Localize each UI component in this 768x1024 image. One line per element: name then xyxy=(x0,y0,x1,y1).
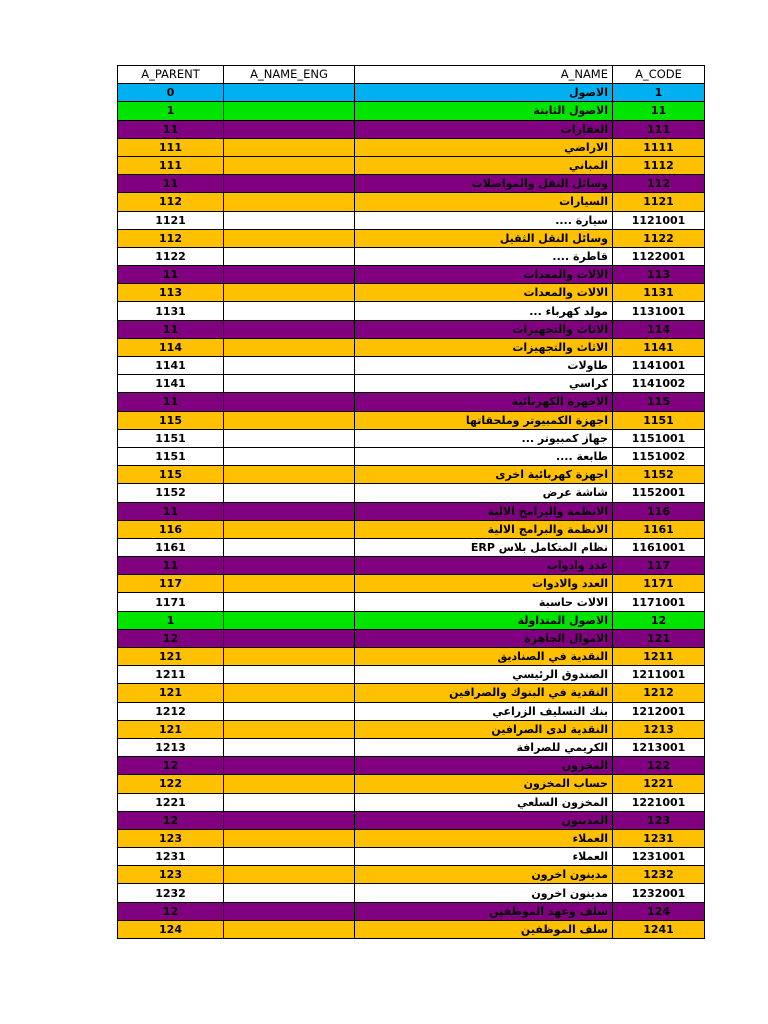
cell-a-name-eng[interactable] xyxy=(224,757,355,775)
cell-a-parent[interactable]: 121 xyxy=(118,648,224,666)
table-row xyxy=(118,611,705,629)
table-row xyxy=(118,429,705,447)
cell-a-name-eng[interactable] xyxy=(224,393,355,411)
cell-a-name[interactable]: الكريمي للصرافة xyxy=(355,738,613,756)
table-row xyxy=(118,84,705,102)
cell-a-name[interactable]: المدينون xyxy=(355,811,613,829)
cell-a-name[interactable]: النقدية في الصناديق xyxy=(355,648,613,666)
cell-a-name-eng[interactable] xyxy=(224,84,355,102)
cell-a-parent[interactable]: 11 xyxy=(118,120,224,138)
table-row xyxy=(118,666,705,684)
cell-a-parent[interactable]: 121 xyxy=(118,684,224,702)
cell-a-parent[interactable]: 12 xyxy=(118,757,224,775)
cell-a-name[interactable]: النقدية في البنوك والصرافين xyxy=(355,684,613,702)
cell-a-code[interactable]: 1213001 xyxy=(613,738,705,756)
cell-a-parent[interactable]: 1121 xyxy=(118,211,224,229)
cell-a-name[interactable]: الاصول الثابتة xyxy=(355,102,613,120)
cell-a-parent[interactable]: 115 xyxy=(118,411,224,429)
cell-a-name-eng[interactable] xyxy=(224,175,355,193)
header-a-parent[interactable]: A_PARENT xyxy=(118,66,224,84)
cell-a-code[interactable]: 11 xyxy=(613,102,705,120)
cell-a-name-eng[interactable] xyxy=(224,284,355,302)
table-row xyxy=(118,266,705,284)
cell-a-parent[interactable]: 12 xyxy=(118,811,224,829)
cell-a-parent[interactable]: 1221 xyxy=(118,793,224,811)
cell-a-name-eng[interactable] xyxy=(224,156,355,174)
table-row xyxy=(118,156,705,174)
cell-a-name-eng[interactable] xyxy=(224,848,355,866)
cell-a-parent[interactable]: 112 xyxy=(118,193,224,211)
table-row xyxy=(118,466,705,484)
header-row xyxy=(118,66,705,84)
cell-a-name[interactable]: نظام المتكامل بلاس ERP xyxy=(355,538,613,556)
cell-a-parent[interactable]: 113 xyxy=(118,284,224,302)
table-row xyxy=(118,720,705,738)
cell-a-name-eng[interactable] xyxy=(224,447,355,465)
cell-a-name-eng[interactable] xyxy=(224,375,355,393)
cell-a-name[interactable]: السيارات xyxy=(355,193,613,211)
cell-a-name[interactable]: مدينون اخرون xyxy=(355,884,613,902)
cell-a-name[interactable]: المخزون السلعي xyxy=(355,793,613,811)
cell-a-code[interactable]: 1152001 xyxy=(613,484,705,502)
cell-a-code[interactable]: 121 xyxy=(613,629,705,647)
cell-a-name[interactable]: الانظمة والبرامج الالية xyxy=(355,502,613,520)
cell-a-parent[interactable]: 11 xyxy=(118,175,224,193)
table-row xyxy=(118,575,705,593)
cell-a-code[interactable]: 1211 xyxy=(613,648,705,666)
cell-a-name[interactable]: اجهزة الكمبيوتر وملحقاتها xyxy=(355,411,613,429)
table-row xyxy=(118,884,705,902)
cell-a-code[interactable]: 1231001 xyxy=(613,848,705,866)
cell-a-name[interactable]: وسائل النقل والمواصلات xyxy=(355,175,613,193)
cell-a-parent[interactable]: 116 xyxy=(118,520,224,538)
cell-a-parent[interactable]: 112 xyxy=(118,229,224,247)
table-row xyxy=(118,102,705,120)
cell-a-code[interactable]: 1131001 xyxy=(613,302,705,320)
cell-a-code[interactable]: 112 xyxy=(613,175,705,193)
cell-a-name-eng[interactable] xyxy=(224,520,355,538)
cell-a-code[interactable]: 1232001 xyxy=(613,884,705,902)
header-a-name-eng[interactable]: A_NAME_ENG xyxy=(224,66,355,84)
cell-a-code[interactable]: 111 xyxy=(613,120,705,138)
cell-a-name-eng[interactable] xyxy=(224,611,355,629)
cell-a-name[interactable]: سيارة .... xyxy=(355,211,613,229)
table-row xyxy=(118,484,705,502)
cell-a-parent[interactable]: 1 xyxy=(118,102,224,120)
cell-a-code[interactable]: 1171001 xyxy=(613,593,705,611)
table-row xyxy=(118,393,705,411)
cell-a-parent[interactable]: 12 xyxy=(118,629,224,647)
cell-a-parent[interactable]: 121 xyxy=(118,720,224,738)
cell-a-code[interactable]: 1232 xyxy=(613,866,705,884)
table-row xyxy=(118,357,705,375)
table-row xyxy=(118,229,705,247)
cell-a-name-eng[interactable] xyxy=(224,338,355,356)
cell-a-parent[interactable]: 11 xyxy=(118,393,224,411)
cell-a-name[interactable]: الالات والمعدات xyxy=(355,284,613,302)
cell-a-parent[interactable]: 1141 xyxy=(118,357,224,375)
cell-a-name[interactable]: حساب المخزون xyxy=(355,775,613,793)
cell-a-name-eng[interactable] xyxy=(224,866,355,884)
cell-a-name[interactable]: عدد وادوات xyxy=(355,557,613,575)
cell-a-name-eng[interactable] xyxy=(224,120,355,138)
cell-a-code[interactable]: 1221 xyxy=(613,775,705,793)
table-header xyxy=(118,66,705,84)
cell-a-name-eng[interactable] xyxy=(224,302,355,320)
cell-a-parent[interactable]: 1212 xyxy=(118,702,224,720)
cell-a-name[interactable]: العدد والادوات xyxy=(355,575,613,593)
cell-a-parent[interactable]: 1 xyxy=(118,611,224,629)
table-row xyxy=(118,702,705,720)
cell-a-parent[interactable]: 11 xyxy=(118,266,224,284)
cell-a-parent[interactable]: 1171 xyxy=(118,593,224,611)
cell-a-name-eng[interactable] xyxy=(224,648,355,666)
cell-a-name-eng[interactable] xyxy=(224,138,355,156)
cell-a-code[interactable]: 1161 xyxy=(613,520,705,538)
cell-a-code[interactable]: 1221001 xyxy=(613,793,705,811)
table-row xyxy=(118,793,705,811)
cell-a-parent[interactable]: 114 xyxy=(118,338,224,356)
table-row xyxy=(118,175,705,193)
cell-a-parent[interactable]: 117 xyxy=(118,575,224,593)
cell-a-name-eng[interactable] xyxy=(224,593,355,611)
table-row xyxy=(118,211,705,229)
cell-a-name-eng[interactable] xyxy=(224,357,355,375)
cell-a-name-eng[interactable] xyxy=(224,411,355,429)
cell-a-name[interactable]: المباني xyxy=(355,156,613,174)
cell-a-code[interactable]: 1112 xyxy=(613,156,705,174)
table-row xyxy=(118,902,705,920)
cell-a-parent[interactable]: 1122 xyxy=(118,247,224,265)
cell-a-name[interactable]: الاموال الجاهزة xyxy=(355,629,613,647)
cell-a-name-eng[interactable] xyxy=(224,775,355,793)
table-row xyxy=(118,302,705,320)
cell-a-parent[interactable]: 1131 xyxy=(118,302,224,320)
cell-a-name[interactable]: سلف وعهد الموظفين xyxy=(355,902,613,920)
cell-a-parent[interactable]: 1151 xyxy=(118,429,224,447)
cell-a-code[interactable]: 1213 xyxy=(613,720,705,738)
cell-a-name[interactable]: العملاء xyxy=(355,829,613,847)
cell-a-name-eng[interactable] xyxy=(224,193,355,211)
cell-a-code[interactable]: 116 xyxy=(613,502,705,520)
cell-a-code[interactable]: 12 xyxy=(613,611,705,629)
cell-a-name[interactable]: قاطرة .... xyxy=(355,247,613,265)
cell-a-code[interactable]: 123 xyxy=(613,811,705,829)
cell-a-parent[interactable]: 111 xyxy=(118,156,224,174)
cell-a-name[interactable]: سلف الموظفين xyxy=(355,920,613,938)
cell-a-code[interactable]: 1211001 xyxy=(613,666,705,684)
cell-a-name[interactable]: الصندوق الرئيسي xyxy=(355,666,613,684)
cell-a-code[interactable]: 1122001 xyxy=(613,247,705,265)
cell-a-code[interactable]: 1241 xyxy=(613,920,705,938)
table-row xyxy=(118,284,705,302)
cell-a-code[interactable]: 117 xyxy=(613,557,705,575)
cell-a-parent[interactable]: 122 xyxy=(118,775,224,793)
table-row xyxy=(118,520,705,538)
table-row xyxy=(118,375,705,393)
cell-a-code[interactable]: 1141 xyxy=(613,338,705,356)
cell-a-parent[interactable]: 1232 xyxy=(118,884,224,902)
table-row xyxy=(118,684,705,702)
table-row xyxy=(118,866,705,884)
cell-a-name[interactable]: النقدية لدى الصرافين xyxy=(355,720,613,738)
table-row xyxy=(118,138,705,156)
cell-a-name-eng[interactable] xyxy=(224,484,355,502)
cell-a-code[interactable]: 1151001 xyxy=(613,429,705,447)
cell-a-parent[interactable]: 11 xyxy=(118,557,224,575)
cell-a-code[interactable]: 1 xyxy=(613,84,705,102)
cell-a-name-eng[interactable] xyxy=(224,720,355,738)
cell-a-name-eng[interactable] xyxy=(224,538,355,556)
cell-a-name-eng[interactable] xyxy=(224,793,355,811)
table-row xyxy=(118,411,705,429)
cell-a-code[interactable]: 1212 xyxy=(613,684,705,702)
cell-a-parent[interactable]: 11 xyxy=(118,320,224,338)
cell-a-code[interactable]: 115 xyxy=(613,393,705,411)
cell-a-parent[interactable]: 1161 xyxy=(118,538,224,556)
table-row xyxy=(118,648,705,666)
cell-a-name[interactable]: الاثاث والتجهيزات xyxy=(355,320,613,338)
cell-a-code[interactable]: 1161001 xyxy=(613,538,705,556)
cell-a-name-eng[interactable] xyxy=(224,666,355,684)
cell-a-name[interactable]: الاراضي xyxy=(355,138,613,156)
cell-a-name-eng[interactable] xyxy=(224,247,355,265)
table-row xyxy=(118,247,705,265)
cell-a-name[interactable]: الانظمة والبرامج الالية xyxy=(355,520,613,538)
cell-a-code[interactable]: 113 xyxy=(613,266,705,284)
cell-a-name[interactable]: وسائل النقل الثقيل xyxy=(355,229,613,247)
cell-a-parent[interactable]: 115 xyxy=(118,466,224,484)
cell-a-name[interactable]: كراسي xyxy=(355,375,613,393)
header-a-name[interactable]: A_NAME xyxy=(355,66,613,84)
cell-a-name[interactable]: بنك التسليف الزراعي xyxy=(355,702,613,720)
cell-a-name[interactable]: مولد كهرباء ... xyxy=(355,302,613,320)
cell-a-name-eng[interactable] xyxy=(224,902,355,920)
cell-a-name[interactable]: الالات والمعدات xyxy=(355,266,613,284)
cell-a-parent[interactable]: 11 xyxy=(118,502,224,520)
cell-a-name-eng[interactable] xyxy=(224,557,355,575)
cell-a-code[interactable]: 1111 xyxy=(613,138,705,156)
cell-a-name-eng[interactable] xyxy=(224,229,355,247)
table-row xyxy=(118,502,705,520)
cell-a-code[interactable]: 1212001 xyxy=(613,702,705,720)
cell-a-code[interactable]: 124 xyxy=(613,902,705,920)
cell-a-code[interactable]: 1151 xyxy=(613,411,705,429)
table-row xyxy=(118,193,705,211)
cell-a-parent[interactable]: 1152 xyxy=(118,484,224,502)
table-row xyxy=(118,557,705,575)
cell-a-code[interactable]: 1121001 xyxy=(613,211,705,229)
cell-a-name[interactable]: طابعة .... xyxy=(355,447,613,465)
table-row xyxy=(118,320,705,338)
table-body xyxy=(118,84,705,939)
cell-a-name-eng[interactable] xyxy=(224,684,355,702)
table-row xyxy=(118,848,705,866)
cell-a-name-eng[interactable] xyxy=(224,920,355,938)
cell-a-name-eng[interactable] xyxy=(224,502,355,520)
cell-a-code[interactable]: 1141002 xyxy=(613,375,705,393)
table-row xyxy=(118,738,705,756)
cell-a-name[interactable]: طاولات xyxy=(355,357,613,375)
header-a-code[interactable]: A_CODE xyxy=(613,66,705,84)
table-row xyxy=(118,629,705,647)
cell-a-code[interactable]: 1121 xyxy=(613,193,705,211)
cell-a-parent[interactable]: 1231 xyxy=(118,848,224,866)
cell-a-name[interactable]: المخزون xyxy=(355,757,613,775)
cell-a-name-eng[interactable] xyxy=(224,884,355,902)
cell-a-name-eng[interactable] xyxy=(224,575,355,593)
cell-a-name[interactable]: اجهزة كهربائية اخرى xyxy=(355,466,613,484)
cell-a-name-eng[interactable] xyxy=(224,466,355,484)
cell-a-name[interactable]: الاصول المتداولة xyxy=(355,611,613,629)
cell-a-code[interactable]: 1151002 xyxy=(613,447,705,465)
cell-a-name[interactable]: شاشة عرض xyxy=(355,484,613,502)
table-row xyxy=(118,920,705,938)
cell-a-name-eng[interactable] xyxy=(224,429,355,447)
cell-a-name-eng[interactable] xyxy=(224,102,355,120)
cell-a-parent[interactable]: 1151 xyxy=(118,447,224,465)
cell-a-name-eng[interactable] xyxy=(224,738,355,756)
cell-a-name[interactable]: مدينون اخرون xyxy=(355,866,613,884)
table-row xyxy=(118,775,705,793)
cell-a-parent[interactable]: 111 xyxy=(118,138,224,156)
cell-a-code[interactable]: 1231 xyxy=(613,829,705,847)
cell-a-parent[interactable]: 124 xyxy=(118,920,224,938)
cell-a-name-eng[interactable] xyxy=(224,266,355,284)
cell-a-name[interactable]: الالات حاسبة xyxy=(355,593,613,611)
cell-a-parent[interactable]: 12 xyxy=(118,902,224,920)
cell-a-name[interactable]: العملاء xyxy=(355,848,613,866)
cell-a-name-eng[interactable] xyxy=(224,629,355,647)
accounts-table xyxy=(117,65,705,939)
cell-a-name-eng[interactable] xyxy=(224,829,355,847)
cell-a-code[interactable]: 1171 xyxy=(613,575,705,593)
cell-a-name-eng[interactable] xyxy=(224,811,355,829)
cell-a-name[interactable]: العقارات xyxy=(355,120,613,138)
cell-a-parent[interactable]: 1141 xyxy=(118,375,224,393)
cell-a-code[interactable]: 122 xyxy=(613,757,705,775)
cell-a-parent[interactable]: 0 xyxy=(118,84,224,102)
table-row xyxy=(118,757,705,775)
cell-a-code[interactable]: 1122 xyxy=(613,229,705,247)
cell-a-parent[interactable]: 1211 xyxy=(118,666,224,684)
cell-a-name[interactable]: الاصول xyxy=(355,84,613,102)
table-row xyxy=(118,120,705,138)
table-row xyxy=(118,593,705,611)
table-row xyxy=(118,811,705,829)
cell-a-parent[interactable]: 123 xyxy=(118,829,224,847)
cell-a-parent[interactable]: 1213 xyxy=(118,738,224,756)
table-row xyxy=(118,829,705,847)
cell-a-name-eng[interactable] xyxy=(224,211,355,229)
cell-a-code[interactable]: 114 xyxy=(613,320,705,338)
cell-a-name[interactable]: جهاز كمبيوتر ... xyxy=(355,429,613,447)
table-row xyxy=(118,338,705,356)
cell-a-code[interactable]: 1141001 xyxy=(613,357,705,375)
cell-a-name[interactable]: الاجهزة الكهربائية xyxy=(355,393,613,411)
table-row xyxy=(118,538,705,556)
cell-a-name-eng[interactable] xyxy=(224,320,355,338)
cell-a-name-eng[interactable] xyxy=(224,702,355,720)
table-row xyxy=(118,447,705,465)
cell-a-code[interactable]: 1152 xyxy=(613,466,705,484)
cell-a-name[interactable]: الاثاث والتجهيزات xyxy=(355,338,613,356)
cell-a-code[interactable]: 1131 xyxy=(613,284,705,302)
cell-a-parent[interactable]: 123 xyxy=(118,866,224,884)
